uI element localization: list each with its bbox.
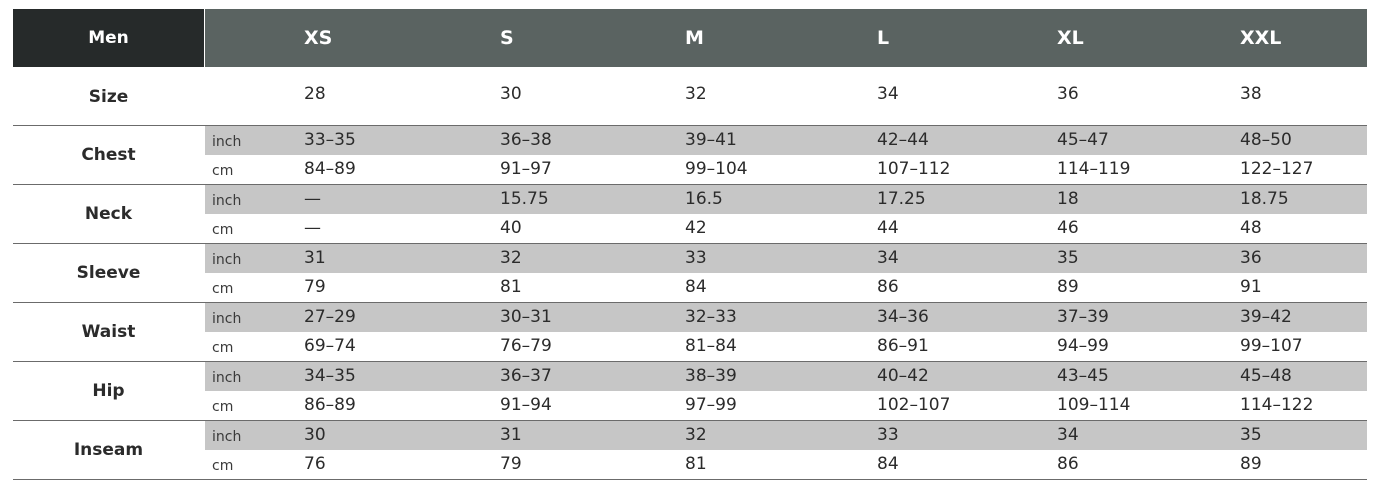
measurement-cell: 33–35 bbox=[304, 130, 356, 150]
size-number-cell: 38 bbox=[1240, 84, 1262, 104]
measurement-cell: 35 bbox=[1240, 425, 1262, 445]
cm-row bbox=[205, 155, 1367, 184]
unit-label: inch bbox=[212, 370, 242, 386]
measurement-cell: 17.25 bbox=[877, 189, 926, 209]
inch-row bbox=[205, 303, 1367, 332]
measurement-cell: 81–84 bbox=[685, 336, 737, 356]
measurement-cell: 33 bbox=[877, 425, 899, 445]
size-header-xxl: XXL bbox=[1240, 27, 1282, 49]
cm-row bbox=[205, 273, 1367, 302]
row-label-hip: Hip bbox=[92, 381, 125, 401]
table-title: Men bbox=[13, 9, 204, 67]
measurement-cell: 89 bbox=[1240, 454, 1262, 474]
measurement-cell: 122–127 bbox=[1240, 159, 1314, 179]
inch-row bbox=[205, 185, 1367, 214]
measurement-cell: 89 bbox=[1057, 277, 1079, 297]
measurement-cell: 40 bbox=[500, 218, 522, 238]
measurement-cell: 48 bbox=[1240, 218, 1262, 238]
size-number-cell: 36 bbox=[1057, 84, 1079, 104]
size-header-xs: XS bbox=[304, 27, 333, 49]
measurement-cell: 16.5 bbox=[685, 189, 723, 209]
measurement-cell: 84 bbox=[877, 454, 899, 474]
row-label-neck: Neck bbox=[84, 204, 133, 224]
measurement-cell: 114–119 bbox=[1057, 159, 1131, 179]
measurement-cell: 81 bbox=[500, 277, 522, 297]
measurement-cell: 114–122 bbox=[1240, 395, 1314, 415]
size-number-cell: 30 bbox=[500, 84, 522, 104]
measurement-cell: 81 bbox=[685, 454, 707, 474]
unit-label: inch bbox=[212, 429, 242, 445]
measurement-cell: 42–44 bbox=[877, 130, 929, 150]
measurement-cell: 79 bbox=[304, 277, 326, 297]
measurement-cell: 69–74 bbox=[304, 336, 356, 356]
size-header-m: M bbox=[685, 27, 704, 49]
measurement-cell: 32 bbox=[500, 248, 522, 268]
measurement-cell: 86–91 bbox=[877, 336, 929, 356]
measurement-cell: 44 bbox=[877, 218, 899, 238]
measurement-cell: 86 bbox=[877, 277, 899, 297]
measurement-cell: 91–94 bbox=[500, 395, 552, 415]
unit-label: cm bbox=[212, 458, 234, 474]
measurement-cell: 18.75 bbox=[1240, 189, 1289, 209]
row-label-waist: Waist bbox=[81, 322, 136, 342]
unit-label: inch bbox=[212, 193, 242, 209]
measurement-cell: 37–39 bbox=[1057, 307, 1109, 327]
measurement-cell: 35 bbox=[1057, 248, 1079, 268]
measurement-cell: 91–97 bbox=[500, 159, 552, 179]
size-header-xl: XL bbox=[1057, 27, 1084, 49]
unit-label: cm bbox=[212, 340, 234, 356]
size-header-s: S bbox=[500, 27, 514, 49]
measurement-cell: 36 bbox=[1240, 248, 1262, 268]
measurement-cell: 36–37 bbox=[500, 366, 552, 386]
size-number-cell: 34 bbox=[877, 84, 899, 104]
inch-row bbox=[205, 126, 1367, 155]
measurement-cell: 86 bbox=[1057, 454, 1079, 474]
inch-row bbox=[205, 421, 1367, 450]
measurement-cell: 34 bbox=[1057, 425, 1079, 445]
header-row bbox=[13, 9, 1367, 67]
measurement-cell: 94–99 bbox=[1057, 336, 1109, 356]
cm-row bbox=[205, 214, 1367, 243]
measurement-group-sleeve bbox=[13, 244, 1367, 303]
row-label-chest: Chest bbox=[81, 145, 136, 165]
inch-row bbox=[205, 362, 1367, 391]
size-chart-table bbox=[13, 9, 1367, 480]
measurement-cell: 42 bbox=[685, 218, 707, 238]
measurement-cell: 84–89 bbox=[304, 159, 356, 179]
unit-label: inch bbox=[212, 134, 242, 150]
measurement-cell: 34 bbox=[877, 248, 899, 268]
unit-label: cm bbox=[212, 222, 234, 238]
measurement-group-inseam bbox=[13, 421, 1367, 480]
measurement-cell: 32–33 bbox=[685, 307, 737, 327]
size-number-cell: 28 bbox=[304, 84, 326, 104]
measurement-cell: 33 bbox=[685, 248, 707, 268]
cm-row bbox=[205, 450, 1367, 479]
measurement-group-chest bbox=[13, 126, 1367, 185]
unit-label: cm bbox=[212, 281, 234, 297]
measurement-rows bbox=[13, 126, 1367, 480]
measurement-cell: 76–79 bbox=[500, 336, 552, 356]
measurement-cell: 32 bbox=[685, 425, 707, 445]
measurement-cell: 34–35 bbox=[304, 366, 356, 386]
measurement-cell: 39–41 bbox=[685, 130, 737, 150]
measurement-cell: 43–45 bbox=[1057, 366, 1109, 386]
measurement-group-neck bbox=[13, 185, 1367, 244]
measurement-cell: 45–48 bbox=[1240, 366, 1292, 386]
measurement-cell: 31 bbox=[304, 248, 326, 268]
measurement-cell: 99–104 bbox=[685, 159, 748, 179]
measurement-cell: 31 bbox=[500, 425, 522, 445]
measurement-cell: 91 bbox=[1240, 277, 1262, 297]
measurement-cell: 48–50 bbox=[1240, 130, 1292, 150]
row-label-sleeve: Sleeve bbox=[76, 263, 141, 283]
unit-label: inch bbox=[212, 311, 242, 327]
measurement-cell: 36–38 bbox=[500, 130, 552, 150]
measurement-cell: 39–42 bbox=[1240, 307, 1292, 327]
measurement-cell: 15.75 bbox=[500, 189, 549, 209]
measurement-cell: 45–47 bbox=[1057, 130, 1109, 150]
measurement-cell: 102–107 bbox=[877, 395, 951, 415]
size-number-row bbox=[13, 67, 1367, 126]
size-header-l: L bbox=[877, 27, 890, 49]
measurement-cell: 97–99 bbox=[685, 395, 737, 415]
measurement-cell: 109–114 bbox=[1057, 395, 1131, 415]
size-header-cells bbox=[205, 9, 1367, 67]
size-number-cell: 32 bbox=[685, 84, 707, 104]
unit-label: inch bbox=[212, 252, 242, 268]
measurement-cell: 40–42 bbox=[877, 366, 929, 386]
measurement-cell: 46 bbox=[1057, 218, 1079, 238]
measurement-cell: 79 bbox=[500, 454, 522, 474]
measurement-cell: 76 bbox=[304, 454, 326, 474]
measurement-cell: 99–107 bbox=[1240, 336, 1303, 356]
measurement-cell: 84 bbox=[685, 277, 707, 297]
unit-label: cm bbox=[212, 163, 234, 179]
measurement-cell: 30 bbox=[304, 425, 326, 445]
measurement-cell: 86–89 bbox=[304, 395, 356, 415]
measurement-cell: 107–112 bbox=[877, 159, 951, 179]
inch-row bbox=[205, 244, 1367, 273]
measurement-group-hip bbox=[13, 362, 1367, 421]
row-label-inseam: Inseam bbox=[73, 440, 144, 460]
cm-row bbox=[205, 391, 1367, 420]
measurement-cell: — bbox=[304, 218, 321, 238]
measurement-cell: — bbox=[304, 189, 321, 209]
measurement-group-waist bbox=[13, 303, 1367, 362]
unit-label: cm bbox=[212, 399, 234, 415]
cm-row bbox=[205, 332, 1367, 361]
row-label-size: Size bbox=[88, 87, 129, 107]
measurement-cell: 30–31 bbox=[500, 307, 552, 327]
measurement-cell: 27–29 bbox=[304, 307, 356, 327]
measurement-cell: 34–36 bbox=[877, 307, 929, 327]
measurement-cell: 18 bbox=[1057, 189, 1079, 209]
measurement-cell: 38–39 bbox=[685, 366, 737, 386]
